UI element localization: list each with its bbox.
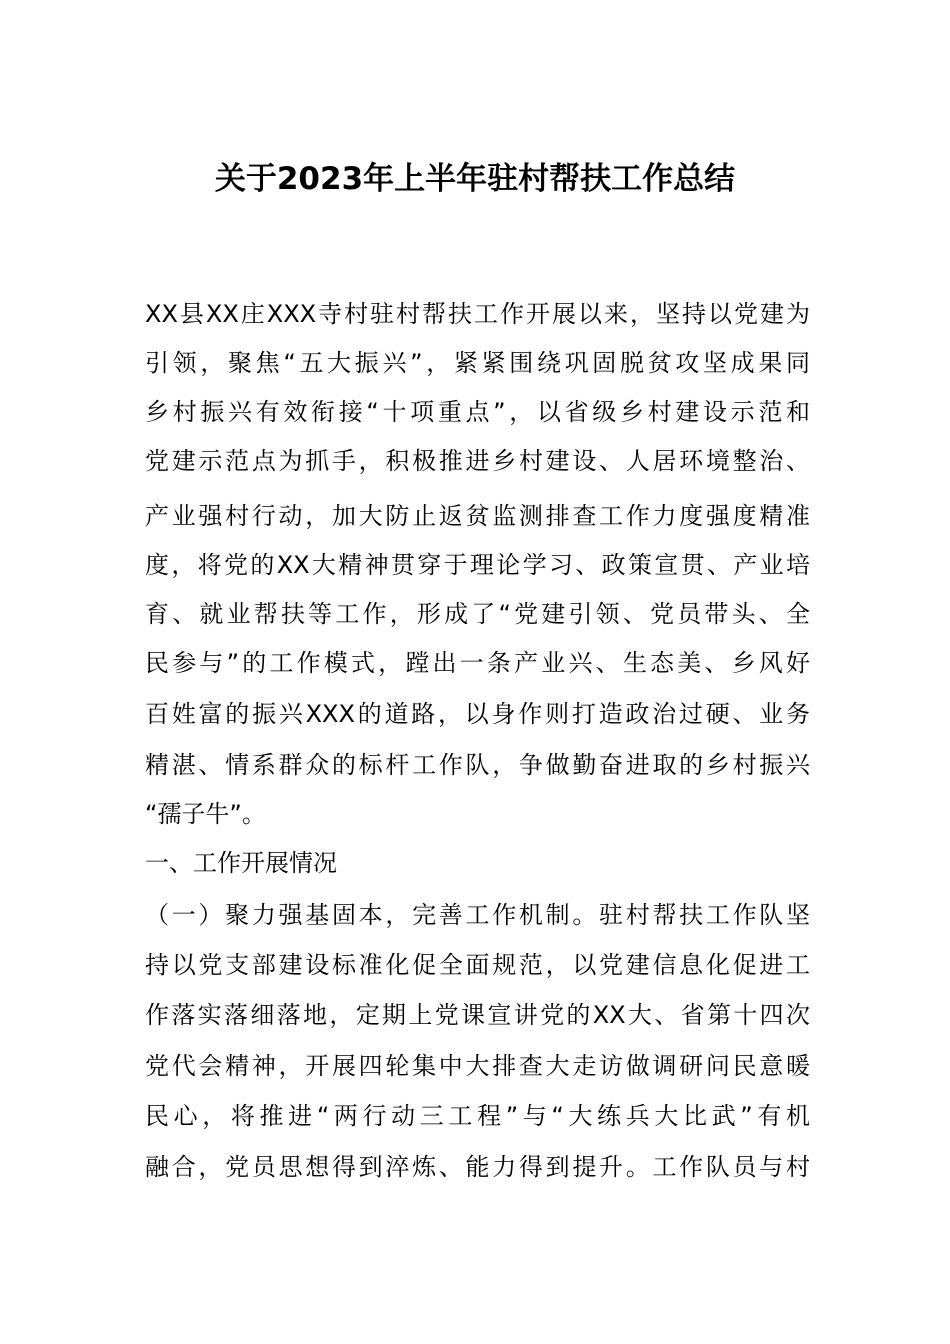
paragraph-line: 产业强村行动，加大防止返贫监测排查工作力度强度精准 <box>145 502 810 530</box>
document-title: 关于2023年上半年驻村帮扶工作总结 <box>214 161 736 197</box>
paragraph-line: 度，将党的XX大精神贯穿于理论学习、政策宣贯、产业培 <box>145 551 810 579</box>
section-heading: 一、工作开展情况 <box>145 849 337 877</box>
paragraph-line: 引领，聚焦“五大振兴”，紧紧围绕巩固脱贫攻坚成果同 <box>145 349 810 377</box>
paragraph-line: “孺子牛”。 <box>145 800 266 828</box>
paragraph-line: 党建示范点为抓手，积极推进乡村建设、人居环境整治、 <box>145 447 810 475</box>
paragraph-line: 作落实落细落地，定期上党课宣讲党的XX大、省第十四次 <box>145 1001 810 1029</box>
paragraph-line: 育、就业帮扶等工作，形成了“党建引领、党员带头、全 <box>145 600 810 628</box>
paragraph-line: 党代会精神，开展四轮集中大排查大走访做调研问民意暖 <box>145 1052 810 1080</box>
paragraph-line: （一）聚力强基固本，完善工作机制。驻村帮扶工作队坚 <box>145 901 810 929</box>
paragraph-line: 精湛、情系群众的标杆工作队，争做勤奋进取的乡村振兴 <box>145 751 810 779</box>
paragraph-line: 融合，党员思想得到淬炼、能力得到提升。工作队员与村 <box>145 1153 810 1181</box>
paragraph-line: 持以党支部建设标准化促全面规范，以党建信息化促进工 <box>145 951 810 979</box>
paragraph-line: 乡村振兴有效衔接“十项重点”，以省级乡村建设示范和 <box>145 398 810 426</box>
paragraph-line: 百姓富的振兴XXX的道路，以身作则打造政治过硬、业务 <box>145 700 810 728</box>
paragraph-line: XX县XX庄XXX寺村驻村帮扶工作开展以来，坚持以党建为 <box>145 300 810 328</box>
paragraph-line: 民心，将推进“两行动三工程”与“大练兵大比武”有机 <box>145 1102 810 1130</box>
paragraph-line: 民参与”的工作模式，蹚出一条产业兴、生态美、乡风好 <box>145 649 810 677</box>
